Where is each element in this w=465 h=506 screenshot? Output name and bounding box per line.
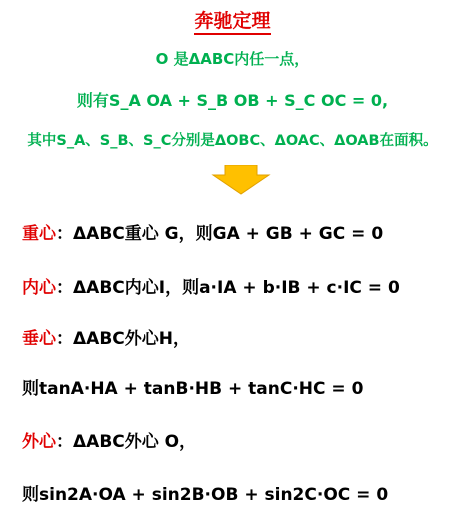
orthocenter-formula: 则tanA·HA + tanB·HB + tanC·HC = 0 bbox=[22, 379, 364, 399]
centroid-label: 重心 bbox=[22, 224, 56, 244]
circumcenter-text: ：ΔABC外心 O， bbox=[56, 432, 197, 452]
incenter-theorem bbox=[22, 273, 400, 298]
page-title: 奔驰定理 bbox=[0, 6, 465, 33]
incenter-text: ：ΔABC内心I，则a·IA + b·IB + c·IC = 0 bbox=[56, 278, 400, 298]
circumcenter-label: 外心 bbox=[22, 432, 56, 452]
statement-line-2: 则有S_A OA + S_B OB + S_C OC = 0, bbox=[76, 91, 389, 110]
orthocenter-label: 垂心 bbox=[22, 329, 56, 349]
circumcenter-theorem bbox=[22, 427, 196, 452]
statement-line-3: 其中S_A、S_B、S_C分别是ΔOBC、ΔOAC、ΔOAB在面积。 bbox=[27, 133, 438, 149]
circumcenter-formula: 则sin2A·OA + sin2B·OB + sin2C·OC = 0 bbox=[22, 485, 389, 505]
orthocenter-theorem bbox=[22, 324, 190, 349]
orthocenter-text: ：ΔABC外心H， bbox=[56, 329, 190, 349]
statement-line-1: O 是ΔABC内任一点， bbox=[155, 50, 310, 68]
centroid-text: ：ΔABC重心 G，则GA + GB + GC = 0 bbox=[56, 224, 384, 244]
down-arrow-icon bbox=[211, 165, 271, 195]
incenter-label: 内心 bbox=[22, 278, 56, 298]
centroid-theorem bbox=[22, 219, 383, 244]
